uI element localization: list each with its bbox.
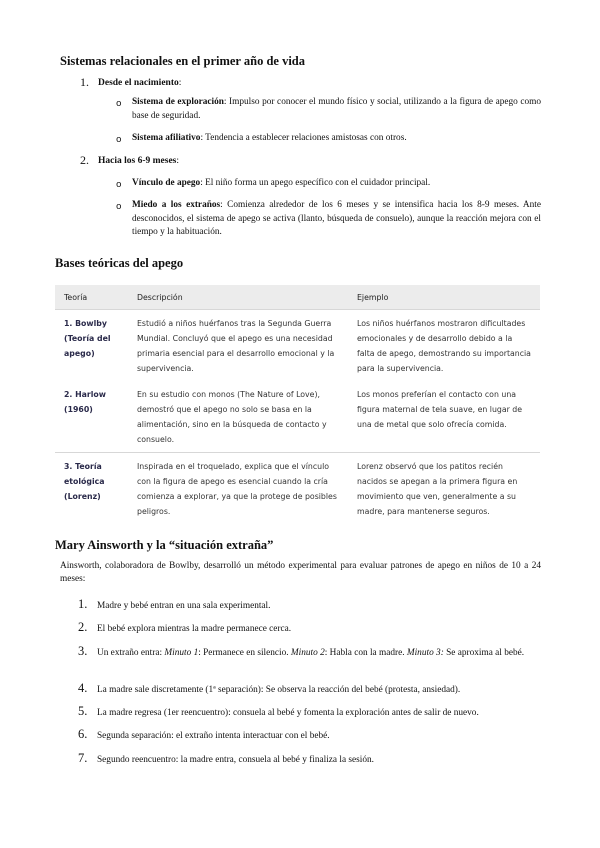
title-part-b: “situación extraña” [168, 538, 274, 552]
sub-item-text [132, 199, 541, 240]
list-number: 1. [78, 597, 88, 611]
sub-item-desc: : Comienza alrededor de los 6 meses y se intensifica hacia los 8-9 meses. Ante desconocidos, el sistema de apego se activa (llanto, búsqueda de consuelo), aunque la reacción mejora con el tiempo y la habituación. [132, 200, 541, 237]
list-number: 1. [80, 75, 89, 89]
sub-item-desc: : Tendencia a establecer relaciones amistosas con otros. [200, 133, 407, 143]
title-part-a: Mary Ainsworth y la [55, 538, 169, 552]
sub-item-text [132, 177, 541, 191]
cell-teoria: 3. Teoría etológica (Lorenz) [55, 453, 128, 525]
cell-teoria: 1. Bowlby (Teoría del apego) [64, 319, 111, 358]
sub-item-desc: : El niño forma un apego específico con el cuidador principal. [200, 178, 431, 188]
sub-item-text [132, 96, 541, 123]
list-label-bold: Desde el nacimiento [98, 78, 179, 88]
sub-item-bold: Vínculo de apego [132, 178, 201, 188]
header-ejemplo: Ejemplo [348, 285, 540, 310]
section-title-bases: Bases teóricas del apego [55, 256, 184, 270]
sub-item-bold: Sistema afiliativo [132, 133, 201, 143]
table-row [55, 310, 540, 382]
step-text: La madre regresa (1er reencuentro): consuela al bebé y fomenta la exploración antes de salir de nuevo. [97, 708, 479, 718]
table-header-row [55, 285, 540, 310]
step-text: La madre sale discretamente (1ª separación): Se observa la reacción del bebé (protesta, ansiedad). [97, 685, 461, 695]
bullet-icon: o [116, 180, 122, 190]
step-text-c: : Habla con la madre. [324, 648, 407, 658]
cell-descripcion: Estudió a niños huérfanos tras la Segunda Guerra Mundial. Concluyó que el apego es una necesidad primaria esencial para el desarrollo emocional y la supervivencia. [137, 319, 335, 373]
step-text: El bebé explora mientras la madre permanece cerca. [97, 624, 292, 634]
sub-item-desc: : Impulso por conocer el mundo físico y social, utilizando a la figura de apego como base de seguridad. [132, 97, 541, 121]
table-row [55, 381, 540, 453]
sub-item-bold: Sistema de exploración [132, 97, 224, 107]
list-label [98, 78, 181, 88]
step-text-b: : Permanece en silencio. [198, 648, 291, 658]
list-label-suffix: : [178, 78, 182, 88]
step-minute-2: Minuto 2 [290, 648, 325, 658]
header-teoria: Teoría [55, 285, 128, 310]
bullet-icon: o [116, 202, 122, 212]
intro-paragraph: Ainsworth, colaboradora de Bowlby, desarrolló un método experimental para evaluar patrones de apego en niños de 10 a 24 meses: [60, 561, 541, 584]
step-text-a: Un extraño entra: [97, 648, 165, 658]
theories-table [55, 285, 540, 524]
list-number: 7. [78, 751, 88, 765]
list-label-bold: Hacia los 6-9 meses [98, 156, 177, 166]
list-number: 6. [78, 727, 88, 741]
cell-descripcion: En su estudio con monos (The Nature of Love), demostró que el apego no solo se basa en la alimentación, sino en la búsqueda de contacto y consuelo. [137, 390, 327, 444]
table-row [55, 453, 540, 525]
step-text: Segunda separación: el extraño intenta interactuar con el bebé. [97, 731, 330, 741]
cell-ejemplo: Lorenz observó que los patitos recién nacidos se apegan a la primera figura en movimiento que ven, generalmente a su madre, para mantenerse seguros. [348, 453, 540, 525]
list-number: 3. [78, 644, 88, 658]
cell-ejemplo: Los niños huérfanos mostraron dificultades emocionales y de desarrollo debido a la falta de apego, demostrando su importancia para la supervivencia. [357, 319, 531, 373]
section-title-ainsworth [55, 538, 273, 553]
step-text: Segundo reencuentro: la madre entra, consuela al bebé y finaliza la sesión. [97, 755, 374, 765]
step-minute-1: Minuto 1 [164, 648, 199, 658]
sub-item-text [132, 132, 541, 146]
list-number: 2. [78, 620, 88, 634]
list-number: 4. [78, 681, 88, 695]
header-descripcion: Descripción [128, 285, 348, 310]
step-minute-3: Minuto 3: [406, 648, 444, 658]
step-text: Madre y bebé entran en una sala experimental. [97, 601, 271, 611]
section-title-sistemas: Sistemas relacionales en el primer año de vida [60, 54, 306, 68]
sub-item-bold: Miedo a los extraños [132, 200, 221, 210]
bullet-icon: o [116, 135, 122, 145]
step-text [97, 647, 541, 660]
step-text-d: Se aproxima al bebé. [443, 648, 525, 658]
cell-descripcion: Inspirada en el troquelado, explica que el vínculo con la figura de apego es esencial cuando la cría comienza a explorar, ya que la protege de posibles peligros. [128, 453, 348, 525]
list-number: 2. [80, 153, 89, 167]
cell-ejemplo: Los monos preferían el contacto con una figura maternal de tela suave, en lugar de una de metal que solo ofrecía comida. [357, 390, 523, 429]
list-number: 5. [78, 704, 88, 718]
list-label [98, 156, 179, 166]
list-label-suffix: : [176, 156, 180, 166]
cell-teoria: 2. Harlow (1960) [64, 390, 106, 414]
bullet-icon: o [116, 99, 122, 109]
